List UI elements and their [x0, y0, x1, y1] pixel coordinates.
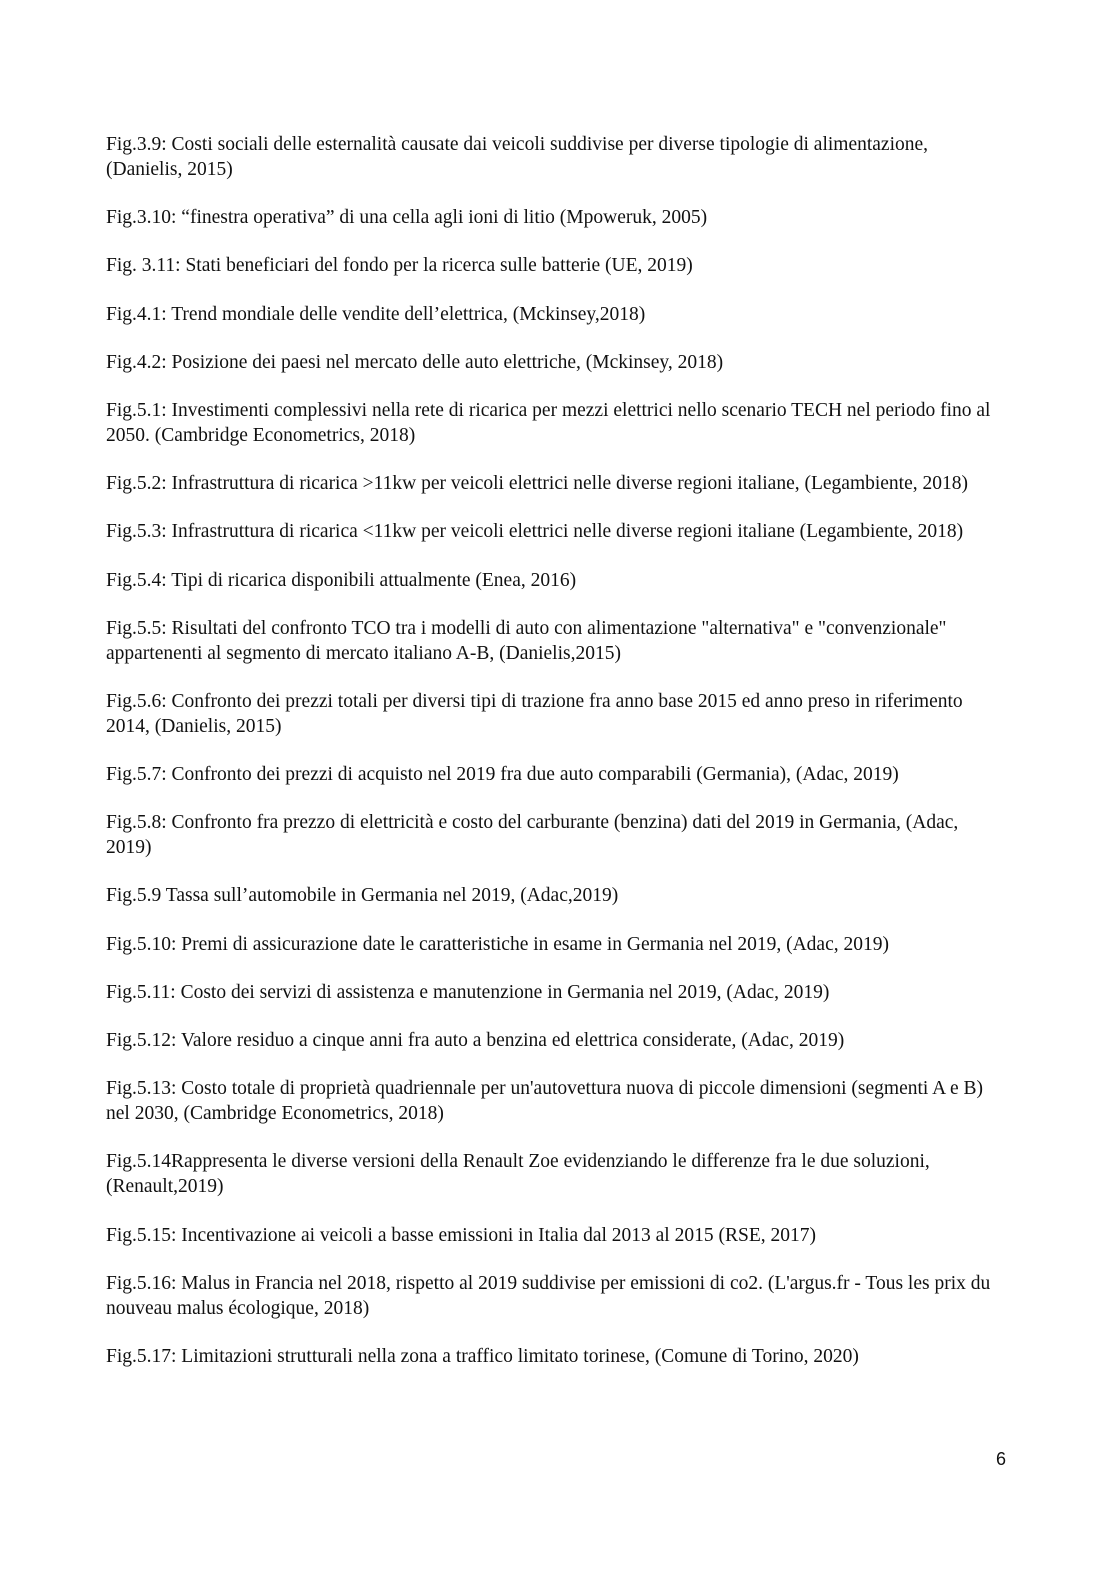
figure-entry-5-2: Fig.5.2: Infrastruttura di ricarica >11kw per veicoli elettrici nelle diverse regioni italiane, (Legambiente, 2018): [106, 473, 968, 495]
figure-entry-4-1: Fig.4.1: Trend mondiale delle vendite dell’elettrica, (Mckinsey,2018): [106, 303, 646, 325]
page-number: 6: [995, 1449, 1006, 1469]
figure-entry-3-10: Fig.3.10: “finestra operativa” di una cella agli ioni di litio (Mpoweruk, 2005): [106, 207, 708, 229]
figure-entry-3-11: Fig. 3.11: Stati beneficiari del fondo per la ricerca sulle batterie (UE, 2019): [106, 255, 693, 277]
figure-entry-5-14: Fig.5.14Rappresenta le diverse versioni della Renault Zoe evidenziando le differenze fra le due soluzioni, (Renault,2019): [106, 1151, 930, 1198]
figure-entry-4-2: Fig.4.2: Posizione dei paesi nel mercato delle auto elettriche, (Mckinsey, 2018): [106, 351, 724, 373]
figure-list: [106, 132, 1006, 1392]
figure-entry-5-3: Fig.5.3: Infrastruttura di ricarica <11kw per veicoli elettrici nelle diverse regioni italiane (Legambiente, 2018): [106, 521, 964, 543]
figure-entry-5-7: Fig.5.7: Confronto dei prezzi di acquisto nel 2019 fra due auto comparabili (Germania), (Adac, 2019): [106, 764, 899, 786]
figure-entry-5-12: Fig.5.12: Valore residuo a cinque anni fra auto a benzina ed elettrica considerate, (Adac, 2019): [106, 1030, 845, 1051]
figure-entry-5-10: Fig.5.10: Premi di assicurazione date le caratteristiche in esame in Germania nel 2019, (Adac, 2019): [106, 933, 889, 955]
figure-entry-5-4: Fig.5.4: Tipi di ricarica disponibili attualmente (Enea, 2016): [106, 569, 577, 591]
figure-entry-5-6: Fig.5.6: Confronto dei prezzi totali per diversi tipi di trazione fra anno base 2015 ed anno preso in riferimento 2014, (Danielis, 2015): [106, 690, 963, 737]
figure-entry-5-5: Fig.5.5: Risultati del confronto TCO tra i modelli di auto con alimentazione "alternativa" e "convenzionale" appartenenti al segmento di mercato italiano A-B, (Danielis,2015): [106, 617, 947, 664]
figure-entry-5-13: Fig.5.13: Costo totale di proprietà quadriennale per un'autovettura nuova di piccole dimensioni (segmenti A e B) nel 2030, (Cambridge Econometrics, 2018): [106, 1078, 984, 1125]
figure-entry-5-16: Fig.5.16: Malus in Francia nel 2018, rispetto al 2019 suddivise per emissioni di co2. (L'argus.fr - Tous les prix du nouveau malus écologique, 2018): [106, 1272, 991, 1319]
figure-entry-5-11: Fig.5.11: Costo dei servizi di assistenza e manutenzione in Germania nel 2019, (Adac, 2019): [106, 981, 830, 1003]
figure-entry-5-8: Fig.5.8: Confronto fra prezzo di elettricità e costo del carburante (benzina) dati del 2019 in Germania, (Adac, 2019): [106, 812, 959, 859]
figure-entry-5-1: Fig.5.1: Investimenti complessivi nella rete di ricarica per mezzi elettrici nello scenario TECH nel periodo fino al 2050. (Cambridge Econometrics, 2018): [106, 399, 991, 446]
figure-entry-3-9: Fig.3.9: Costi sociali delle esternalità causate dai veicoli suddivise per diverse tipologie di alimentazione, (Danielis, 2015): [106, 134, 929, 180]
figure-entry-5-15: Fig.5.15: Incentivazione ai veicoli a basse emissioni in Italia dal 2013 al 2015 (RSE, 2017): [106, 1224, 816, 1246]
figure-entry-5-17: Fig.5.17: Limitazioni strutturali nella zona a traffico limitato torinese, (Comune di Torino, 2020): [106, 1345, 859, 1367]
figure-entry-5-9: Fig.5.9 Tassa sull’automobile in Germania nel 2019, (Adac,2019): [106, 885, 619, 907]
